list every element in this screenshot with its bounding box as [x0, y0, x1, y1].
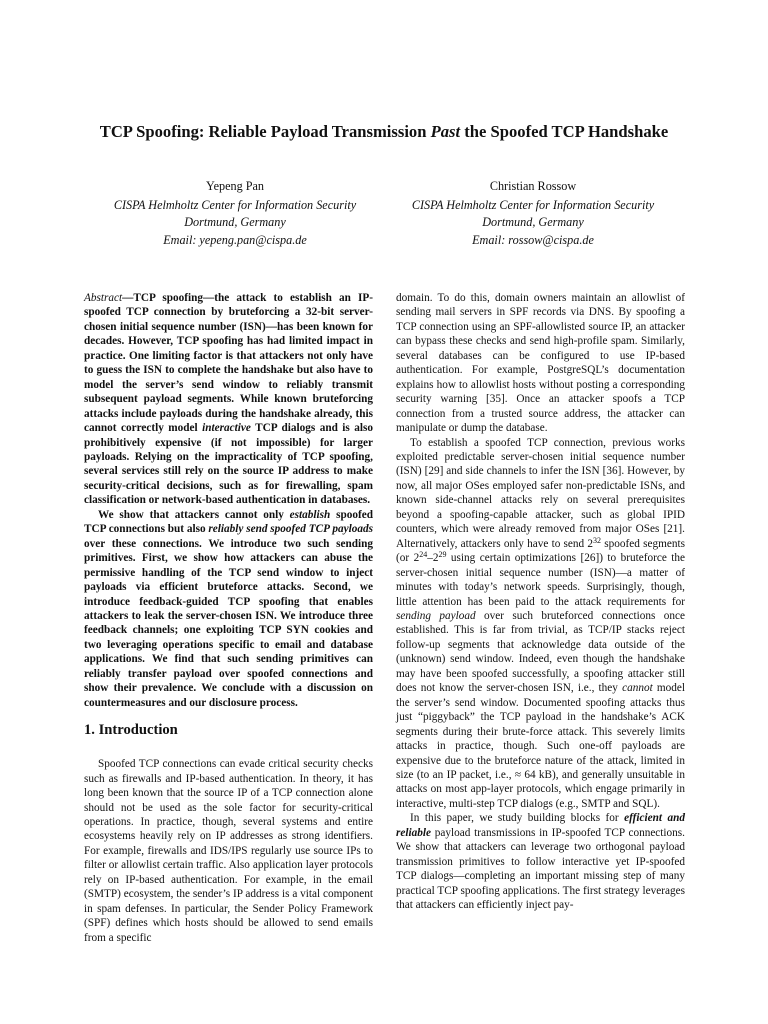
abstract-label: Abstract: [84, 292, 123, 304]
body-text: using certain optimizations [26]) to bruteforce the server-chosen initial sequence number (ISN)—a matter of minutes with today’s network speeds. Surprisingly, though, little attention has been paid to the attack requirements for: [396, 552, 685, 608]
title-part-1: TCP Spoofing: Reliable Payload Transmission: [99, 122, 431, 141]
abstract-emphasis: establish: [289, 508, 331, 521]
title-part-2: the Spoofed TCP Handshake: [460, 122, 669, 141]
superscript: 32: [593, 535, 602, 545]
introduction-left: [84, 757, 373, 945]
superscript: 24: [419, 550, 428, 560]
abstract-text: over these connections. We introduce two such sending primitives. First, we show how attackers can abuse the permissive handling of the TCP send window to inject payloads via efficient bruteforce attacks. Second, we introduce feedback-guided TCP spoofing that enables attackers to leak the server-chosen ISN. We introduce three feedback channels; one exploiting TCP SYN cookies and two leveraging operations specific to email and database applications. We find that such sending primitives can reliably transfer payload over spoofed connections and show their prevalence. We conclude with a discussion on countermeasures and our disclosure process.: [84, 537, 373, 709]
author-email: Email: rossow@cispa.de: [472, 232, 594, 247]
abstract-paragraph-2: [84, 508, 373, 710]
abstract: [84, 291, 373, 710]
intro-paragraph-2: [396, 436, 685, 812]
introduction-right: [396, 291, 685, 912]
author-name: Yepeng Pan: [205, 179, 264, 193]
author-affiliation: CISPA Helmholtz Center for Information Security: [113, 197, 357, 212]
superscript: 29: [438, 550, 447, 560]
intro-paragraph-continued: domain. To do this, domain owners maintain an allowlist of sending mail servers in SPF records via DNS. By spoofing a TCP connection using an SPF-allowlisted source IP, an attacker can bypass these checks and send high-profile spam. Similarly, several databases can be configured to use IP-based authentication. For example, PostgreSQL’s documentation explains how to allowlist hosts without posting a corresponding security warning [35]. Once an attacker spoofs a TCP connection from a trusted source address, the attacker can manipulate or dump the database.: [396, 292, 685, 435]
intro-paragraph-3: [396, 811, 685, 912]
paper-title: [0, 122, 768, 142]
author-affiliation: CISPA Helmholtz Center for Information Security: [411, 197, 655, 212]
abstract-emphasis: reliably send spoofed TCP payloads: [208, 523, 373, 536]
abstract-paragraph-1: [84, 291, 373, 508]
body-text: In this paper, we study building blocks for: [410, 812, 625, 825]
emphasis: sending payload: [396, 609, 476, 622]
author-location: Dortmund, Germany: [482, 215, 584, 229]
author-block-1: [70, 178, 400, 249]
abstract-text: TCP dialogs and is also prohibitively expensive (if not impossible) for larger payloads. Relying on the impracticality of TCP spoofing, several services still rely on the source IP address to make security-critical decisions, such as for firewalling, spam classification or network-based authentication in databases.: [84, 422, 373, 507]
left-column: [84, 291, 373, 945]
abstract-emphasis: interactive: [202, 422, 251, 435]
abstract-text: —TCP spoofing—the attack to establish an IP-spoofed TCP connection by bruteforcing a 32-bit server-chosen initial sequence number (ISN)—has been known for decades. However, TCP spoofing has had limited impact in practice. One limiting factor is that attackers not only have to guess the ISN to complete the handshake but also have to model the server’s send window to reliably transmit subsequent payload segments. While known bruteforcing attacks include payloads during the handshake already, this cannot correctly model: [84, 292, 373, 435]
body-text: –2: [427, 552, 439, 565]
author-email: Email: yepeng.pan@cispa.de: [163, 232, 307, 247]
title-italic-word: Past: [430, 122, 461, 141]
abstract-text: spoofed TCP connections but also: [84, 508, 373, 536]
author-name: Christian Rossow: [489, 179, 577, 193]
body-text: payload transmissions in IP-spoofed TCP connections. We show that attackers can leverage two orthogonal payload transmission primitives to follow interactive yet IP-spoofed TCP dialogs—completing an important missing step of many practical TCP spoofing applications. The first strategy leverages that attackers can efficiently inject pay-: [396, 826, 685, 912]
emphasis: cannot: [622, 682, 653, 695]
author-location: Dortmund, Germany: [184, 215, 286, 229]
body-text: spoofed segments (or 2: [396, 537, 685, 565]
author-block-2: [368, 178, 698, 249]
intro-paragraph-1: Spoofed TCP connections can evade critical security checks such as firewalls and IP-based authentication. In theory, it has long been known that the source IP of a TCP connection alone should not be used as the sole factor for security-critical operations. In practice, though, several systems and entire ecosystems heavily rely on IP addresses as strong identifiers. For example, firewalls and IDS/IPS regularly use source IPs to filter or allowlist certain traffic. Also application layer protocols rely on IP-based authentication. For example, in the email (SMTP) ecosystem, the sender’s IP address is a vital component in spam defenses. In particular, the Sender Policy Framework (SPF) defines which hosts should be allowed to send emails from a specific: [84, 758, 373, 944]
strong-emphasis: efficient and reliable: [396, 812, 685, 839]
section-heading: 1. Introduction: [84, 722, 178, 739]
right-column: [396, 291, 685, 912]
abstract-text: We show that attackers cannot only: [98, 508, 290, 521]
body-text: model the server’s send window. Documented spoofing attacks thus just “piggyback” the TCP payload in the handshake’s ACK segments during their brute-force attack. This severely limits attacks in practice, though. Such one-off payloads are expensive due to the bruteforce nature of the attack, limited in size (to an IP packet, i.e., ≈ 64 kB), and generally unsuitable in attacks on most app-layer protocols, which engage primarily in interactive, multi-step TCP dialogs (e.g., SMTP and SQL).: [396, 682, 685, 810]
body-text: To establish a spoofed TCP connection, previous works exploited predictable server-chosen initial sequence number (ISN) [29] and side channels to infer the ISN [36]. However, by now, all major OSes employed safer non-predictable ISNs, and known side-channel attacks rely on several prerequisites beyond a spoofing-capable attacker, such as global IPID counters, which were already removed from major OSes [21]. Alternatively, attackers only have to send 2: [396, 436, 685, 550]
body-text: over such bruteforced connections once established. This is far from trivial, as TCP/IP stacks reject follow-up segments that acknowledge data outside of the (unknown) send window. Indeed, even though the handshake may have been spoofed successfully, a spoofing attacker still does not know the server-chosen ISN, i.e., they: [396, 609, 685, 695]
